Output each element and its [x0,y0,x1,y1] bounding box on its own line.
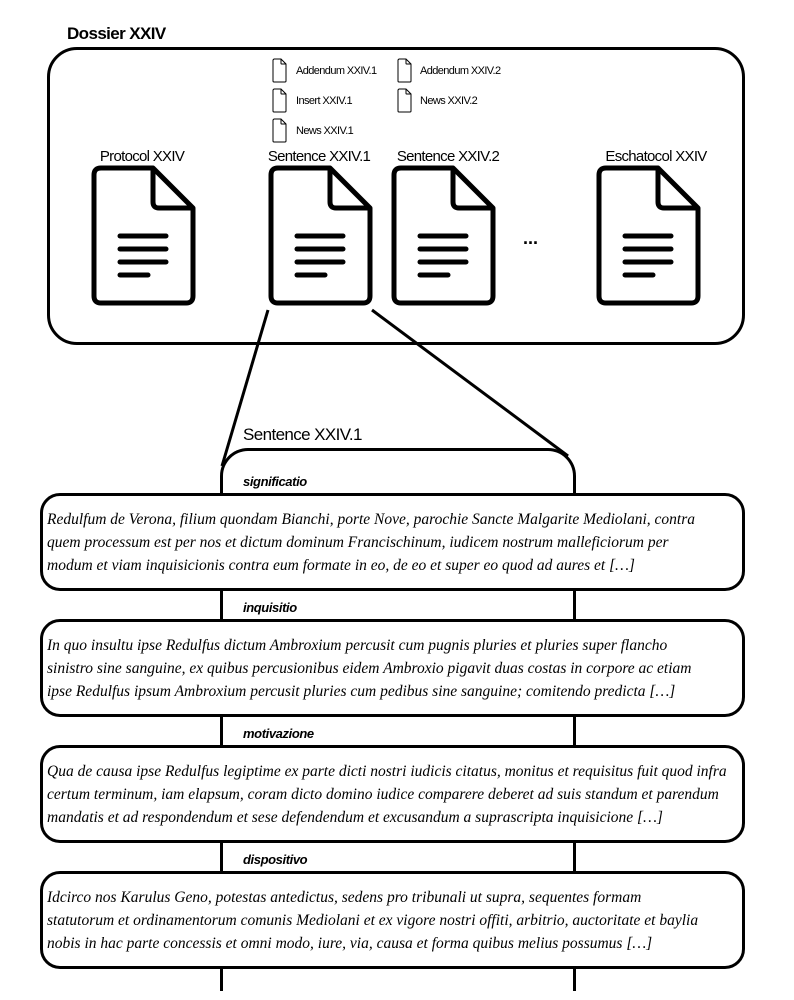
section-label-inquisitio: inquisitio [243,600,297,615]
text-line: Idcirco nos Karulus Geno, potestas antedictus, sedens pro tribunali ut supra, sequentes formam [47,889,642,906]
more-documents-ellipsis: ... [523,228,539,248]
section-text-significatio [40,493,745,591]
document-icon-sentence-2 [394,168,493,303]
attachment-label: Addendum XXIV.2 [420,65,501,77]
section-text-inquisitio [40,619,745,717]
section-text-dispositivo [40,871,745,969]
document-label-sentence-2: Sentence XXIV.2 [396,148,500,165]
sentence-title: Sentence XXIV.1 [243,425,362,444]
document-icon-sentence-1 [271,168,370,303]
text-line: mandatis et ad respondendum et sese defendendum et excusandum a suprascripta inquisicione […] [47,809,663,826]
text-line: modum et viam inquisicionis contra eum formate in eo, de eo et super eo quod ad aures et […] [47,557,635,574]
text-line: nobis in hac parte concessis et omni modo, iure, via, causa et forma quibus melius possumus […] [47,935,653,952]
attachment-file-icon [398,89,411,112]
section-label-significatio: significatio [243,474,307,489]
dossier-title: Dossier XXIV [67,24,166,43]
document-label-protocol: Protocol XXIV [99,148,185,165]
attachment-file-icon [273,119,286,142]
section-label-motivazione: motivazione [243,726,314,741]
document-icon-protocol [94,168,193,303]
text-line: In quo insultu ipse Redulfus dictum Ambroxium percusit cum pugnis pluries et pluries super flancho [47,637,668,654]
attachment-label: News XXIV.1 [296,125,354,137]
attachment-file-icon [398,59,411,82]
text-line: sinistro sine sanguine, ex quibus percusionibus eidem Ambroxio pigavit duas costas in corpore ac etiam [47,660,692,677]
text-line: Qua de causa ipse Redulfus legiptime ex parte dicti nostri iudicis citatus, monitus et requisitus fuit quod infra [47,763,727,780]
section-label-dispositivo: dispositivo [243,852,308,867]
attachment-label: Addendum XXIV.1 [296,65,377,77]
text-line: certum terminum, iam elapsum, coram dicto domino iudice comparere deberet ad suis standum et parendum [47,786,719,803]
section-text-motivazione [40,745,745,843]
zoom-line-right [372,310,568,456]
text-line: ipse Redulfus ipsum Ambroxium percusit pluries cum pedibus sine sanguine; comitendo predicta […] [47,683,676,700]
document-label-sentence-1: Sentence XXIV.1 [267,148,371,165]
text-line: quem processum est per nos et dictum dominum Francischinum, iudicem nostrum malleficiorum per [47,534,669,551]
attachment-file-icon [273,59,286,82]
attachment-label: Insert XXIV.1 [296,95,352,107]
document-label-eschatocol: Eschatocol XXIV [605,148,707,165]
document-icon-eschatocol [599,168,698,303]
attachment-label: News XXIV.2 [420,95,478,107]
attachment-file-icon [273,89,286,112]
text-line: statutorum et ordinamentorum comunis Mediolani et ex vigore nostri offiti, arbitrio, auctoritate et baylia [47,912,699,929]
text-line: Redulfum de Verona, filium quondam Bianchi, porte Nove, parochie Sancte Malgarite Mediolani, contra [47,511,696,528]
